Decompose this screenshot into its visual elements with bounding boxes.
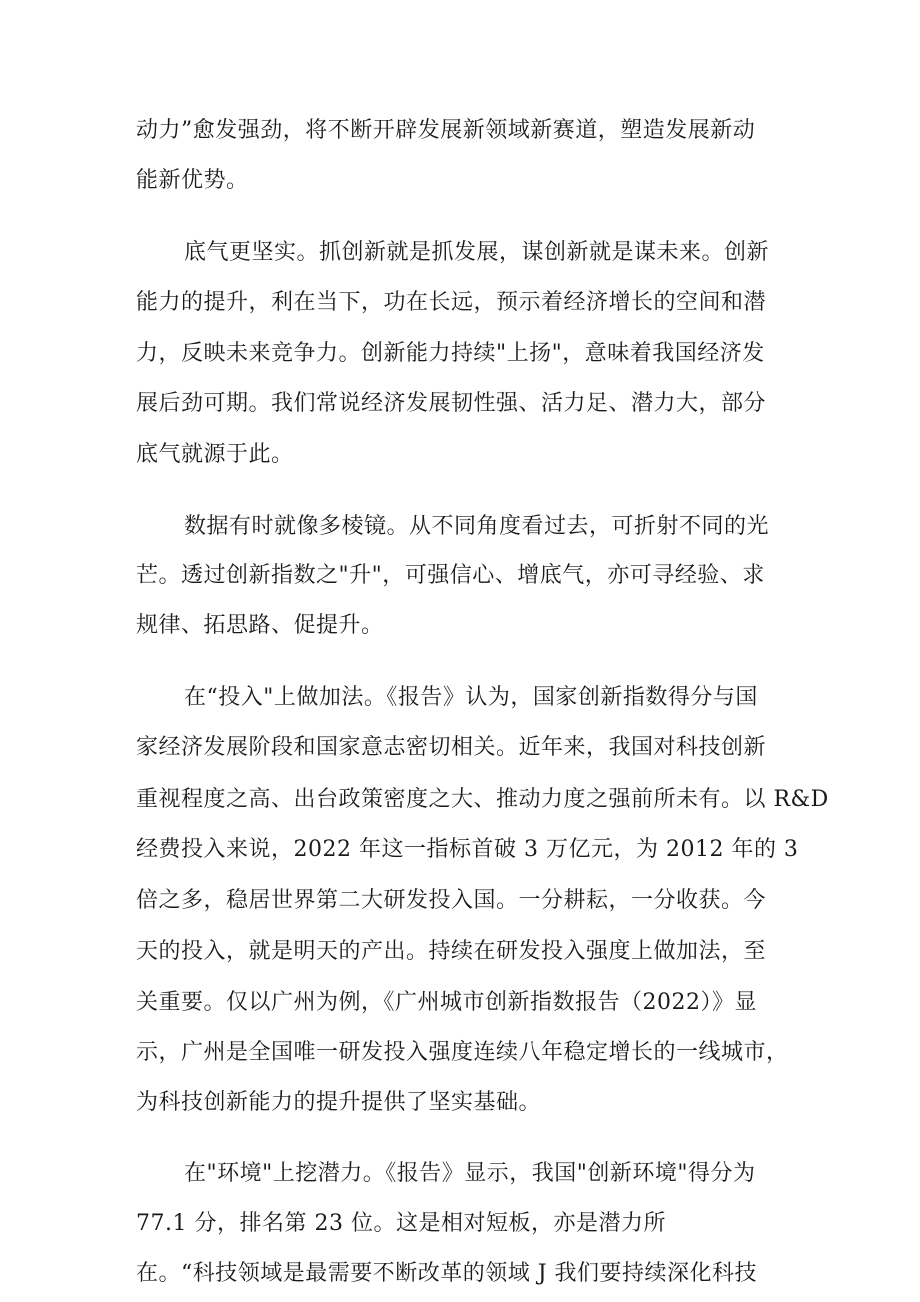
paragraph-start-line: 在"环境"上挖潜力。《报告》显示，我国"创新环境"得分为 [184, 1161, 756, 1186]
text-line: 规律、拓思路、促提升。 [136, 613, 384, 638]
text-line: 力，反映未来竞争力。创新能力持续"上扬"，意味着我国经济发 [136, 341, 765, 366]
paragraph-start-line: 在“投入"上做加法。《报告》认为，国家创新指数得分与国 [184, 685, 758, 710]
text-line: 能新优势。 [136, 168, 249, 193]
text-line: 77.1 分，排名第 23 位。这是相对短板，亦是潜力所 [136, 1211, 666, 1236]
text-line: 倍之多，稳居世界第二大研发投入国。一分耕耘，一分收获。今 [136, 888, 767, 913]
text-line: 家经济发展阶段和国家意志密切相关。近年来，我国对科技创新 [136, 735, 767, 760]
text-line: 在。“科技领域是最需要不断改革的领域 J 我们要持续深化科技 [136, 1261, 758, 1286]
text-line: 展后劲可期。我们常说经济发展韧性强、活力足、潜力大，部分 [136, 391, 767, 416]
text-line: 示，广州是全国唯一研发投入强度连续八年稳定增长的一线城市， [136, 1040, 789, 1065]
text-line: 关重要。仅以广州为例，《广州城市创新指数报告（2022）》显 [136, 990, 757, 1015]
text-line: 芒。透过创新指数之"升"，可强信心、增底气，亦可寻经验、求 [136, 563, 765, 588]
text-line: 能力的提升，利在当下，功在长远，预示着经济增长的空间和潜 [136, 290, 767, 315]
text-line: 底气就源于此。 [136, 442, 294, 467]
text-line: 动力”愈发强劲，将不断开辟发展新领域新赛道，塑造发展新动 [136, 118, 756, 143]
paragraph-start-line: 底气更坚实。抓创新就是抓发展，谋创新就是谋未来。创新 [184, 240, 770, 265]
text-line: 为科技创新能力的提升提供了坚实基础。 [136, 1090, 542, 1115]
text-line: 重视程度之高、出台政策密度之大、推动力度之强前所未有。以 R&D [136, 787, 829, 812]
paragraph-start-line: 数据有时就像多棱镜。从不同角度看过去，可折射不同的光 [184, 514, 770, 539]
text-line: 天的投入，就是明天的产出。持续在研发投入强度上做加法，至 [136, 939, 767, 964]
text-line: 经费投入来说，2022 年这一指标首破 3 万亿元，为 2012 年的 3 [136, 837, 799, 862]
